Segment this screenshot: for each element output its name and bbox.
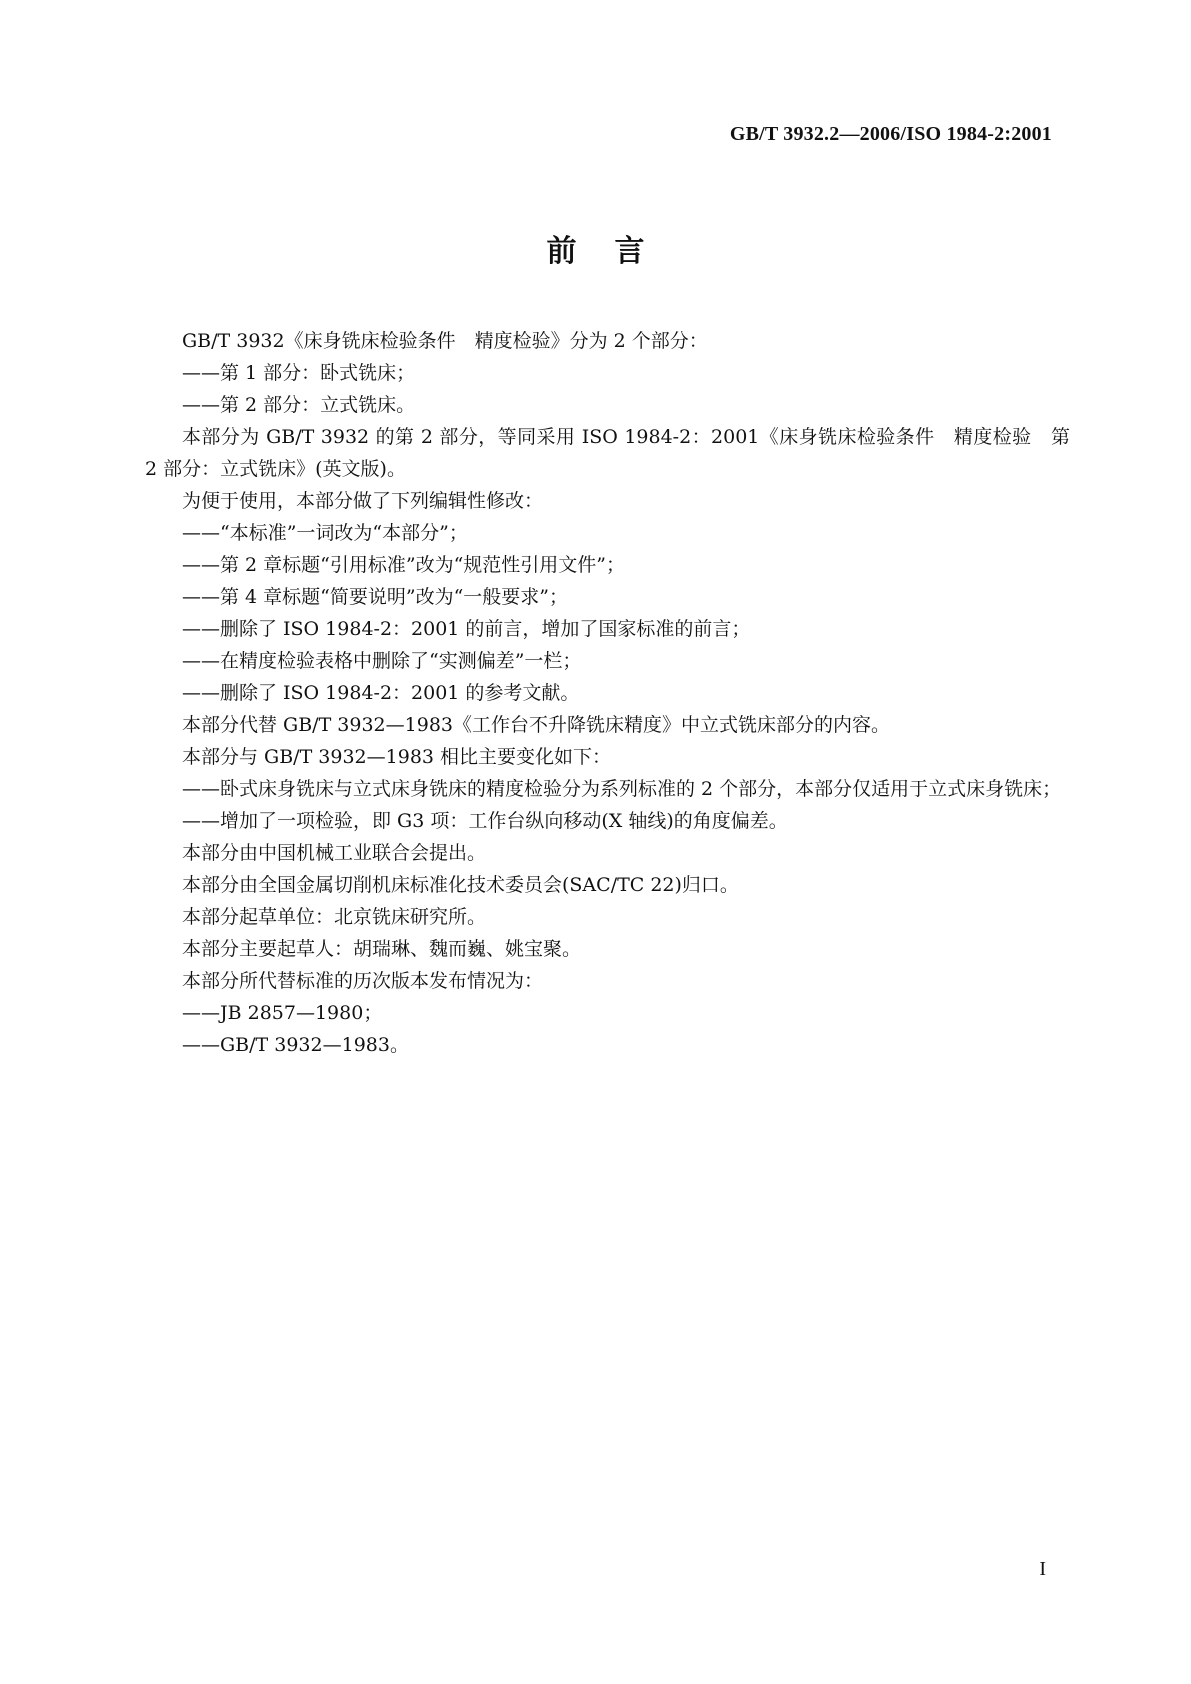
standard-code-header: GB/T 3932.2—2006/ISO 1984-2:2001 <box>729 123 1052 145</box>
paragraph: 本部分主要起草人：胡瑞琳、魏而巍、姚宝聚。 <box>182 938 582 960</box>
foreword-body <box>145 325 1070 1061</box>
list-item: ——卧式床身铣床与立式床身铣床的精度检验分为系列标准的 2 个部分，本部分仅适用于立式床身铣床； <box>182 778 1062 800</box>
list-item: ——删除了 ISO 1984-2：2001 的前言，增加了国家标准的前言； <box>182 618 751 640</box>
list-item: ——第 2 章标题“引用标准”改为“规范性引用文件”； <box>182 554 626 576</box>
list-item: ——在精度检验表格中删除了“实测偏差”一栏； <box>182 650 582 672</box>
paragraph: 为便于使用，本部分做了下列编辑性修改： <box>182 490 544 512</box>
page-number: I <box>1039 1558 1046 1580</box>
list-item: ——“本标准”一词改为“本部分”； <box>182 522 468 544</box>
list-item: ——删除了 ISO 1984-2：2001 的参考文献。 <box>182 682 580 704</box>
list-item: ——JB 2857—1980； <box>182 1002 383 1024</box>
paragraph: 本部分起草单位：北京铣床研究所。 <box>182 906 487 928</box>
paragraph: 本部分与 GB/T 3932—1983 相比主要变化如下： <box>182 746 612 768</box>
paragraph: 本部分所代替标准的历次版本发布情况为： <box>182 970 544 992</box>
paragraph: 本部分由全国金属切削机床标准化技术委员会(SAC/TC 22)归口。 <box>182 874 739 896</box>
page-title: 前言 <box>546 234 683 269</box>
list-item: ——GB/T 3932—1983。 <box>182 1034 409 1056</box>
list-item: ——第 4 章标题“简要说明”改为“一般要求”； <box>182 586 569 608</box>
paragraph: 本部分代替 GB/T 3932—1983《工作台不升降铣床精度》中立式铣床部分的内容。 <box>182 714 891 736</box>
paragraph: 本部分为 GB/T 3932 的第 2 部分，等同采用 ISO 1984-2：2001《床身铣床检验条件 精度检验 第 2 部分：立式铣床》(英文版)。 <box>145 426 1070 480</box>
list-item: ——第 2 部分：立式铣床。 <box>182 394 416 416</box>
paragraph: GB/T 3932《床身铣床检验条件 精度检验》分为 2 个部分： <box>182 330 708 352</box>
list-item: ——第 1 部分：卧式铣床； <box>182 362 416 384</box>
paragraph: 本部分由中国机械工业联合会提出。 <box>182 842 487 864</box>
list-item: ——增加了一项检验，即 G3 项：工作台纵向移动(X 轴线)的角度偏差。 <box>182 810 788 832</box>
